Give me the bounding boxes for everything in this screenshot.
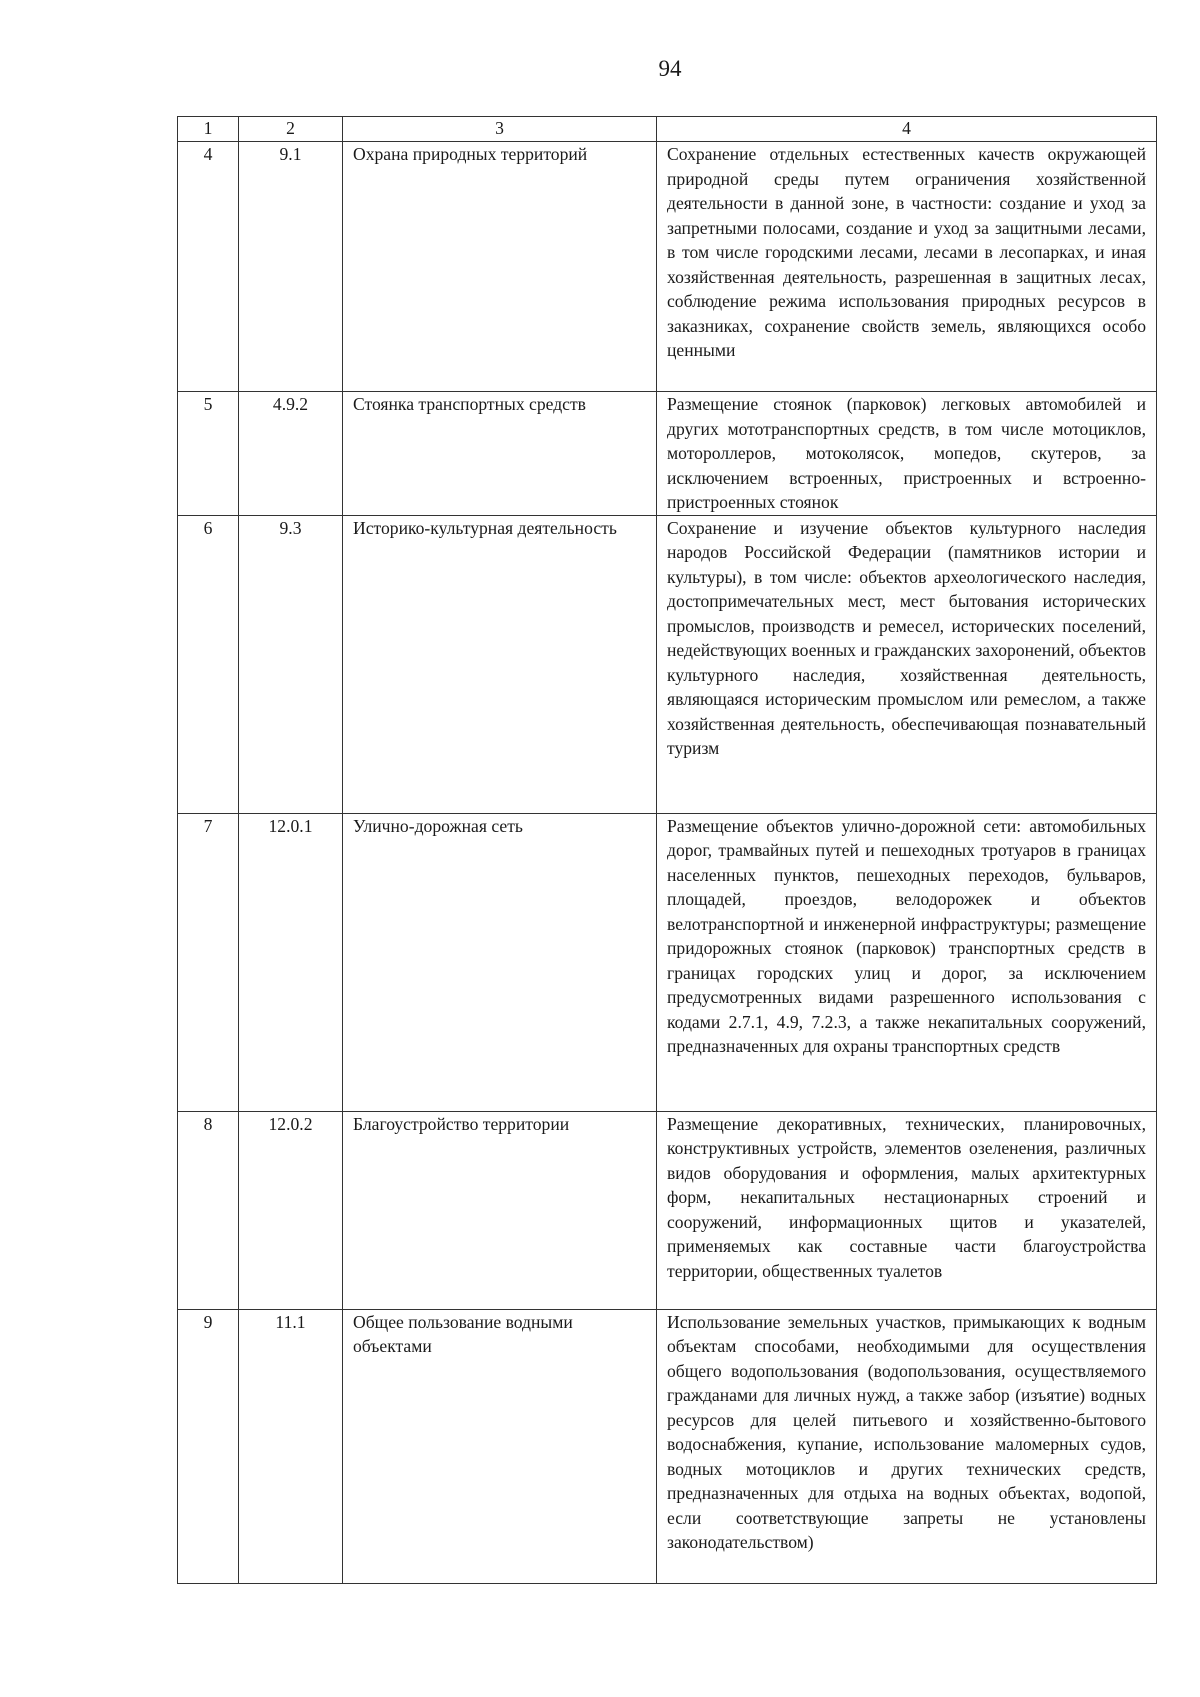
use-description: Использование земельных участков, примыкающих к водным объектам способами, необходимыми для осуществления общего водопользования (водопользования, осуществляемого гражданами для личных нужд, а также забор (изъятие) водных ресурсов для целей питьевого и хозяйственно-бытового водоснабжения, купание, использование маломерных судов, водных мотоциклов и других технических средств, предназначенных для отдыха на водных объектах, водопой, если соответствующие запреты не установлены законодательством)	[657, 1309, 1157, 1583]
use-code: 11.1	[239, 1309, 343, 1583]
use-code: 4.9.2	[239, 392, 343, 516]
use-description: Сохранение и изучение объектов культурного наследия народов Российской Федерации (памятников истории и культуры), в том числе: объектов археологического наследия, достопримечательных мест, мест бытования исторических промыслов, производств и ремесел, исторических поселений, недействующих военных и гражданских захоронений, объектов культурного наследия, хозяйственная деятельность, являющаяся историческим промыслом или ремеслом, а также хозяйственная деятельность, обеспечивающая познавательный туризм	[657, 515, 1157, 813]
table-row	[178, 1309, 1157, 1583]
use-description: Размещение объектов улично-дорожной сети: автомобильных дорог, трамвайных путей и пешеходных тротуаров в границах населенных пунктов, пешеходных переходов, бульваров, площадей, проездов, велодорожек и объектов велотранспортной и инженерной инфраструктуры; размещение придорожных стоянок (парковок) транспортных средств в границах городских улиц и дорог, за исключением предусмотренных видами разрешенного использования с кодами 2.7.1, 4.9, 7.2.3, а также некапитальных сооружений, предназначенных для охраны транспортных средств	[657, 813, 1157, 1111]
use-name: Благоустройство территории	[343, 1111, 657, 1309]
header-cell-1: 1	[178, 117, 239, 142]
land-use-table	[177, 116, 1157, 1584]
use-code: 12.0.2	[239, 1111, 343, 1309]
use-code: 9.1	[239, 142, 343, 392]
table-row	[178, 1111, 1157, 1309]
header-cell-3: 3	[343, 117, 657, 142]
header-cell-4: 4	[657, 117, 1157, 142]
use-description: Размещение стоянок (парковок) легковых автомобилей и других мототранспортных средств, в том числе мотоциклов, мотороллеров, мотоколясок, мопедов, скутеров, за исключением встроенных, пристроенных и встроенно-пристроенных стоянок	[657, 392, 1157, 516]
table-header-row	[178, 117, 1157, 142]
page-number: 94	[658, 56, 682, 81]
use-name: Историко-культурная деятельность	[343, 515, 657, 813]
use-name: Улично-дорожная сеть	[343, 813, 657, 1111]
row-number: 8	[178, 1111, 239, 1309]
use-code: 12.0.1	[239, 813, 343, 1111]
use-code: 9.3	[239, 515, 343, 813]
table-row	[178, 813, 1157, 1111]
use-description: Размещение декоративных, технических, планировочных, конструктивных устройств, элементов озеленения, различных видов оборудования и оформления, малых архитектурных форм, некапитальных нестационарных строений и сооружений, информационных щитов и указателей, применяемых как составные части благоустройства территории, общественных туалетов	[657, 1111, 1157, 1309]
row-number: 4	[178, 142, 239, 392]
table-row	[178, 392, 1157, 516]
use-name: Общее пользование водными объектами	[343, 1309, 657, 1583]
use-name: Охрана природных территорий	[343, 142, 657, 392]
use-description: Сохранение отдельных естественных качеств окружающей природной среды путем ограничения хозяйственной деятельности в данной зоне, в частности: создание и уход за запретными полосами, создание и уход за защитными лесами, в том числе городскими лесами, лесами в лесопарках, и иная хозяйственная деятельность, разрешенная в защитных лесах, соблюдение режима использования природных ресурсов в заказниках, сохранение свойств земель, являющихся особо ценными	[657, 142, 1157, 392]
row-number: 9	[178, 1309, 239, 1583]
use-name: Стоянка транспортных средств	[343, 392, 657, 516]
table-row	[178, 515, 1157, 813]
row-number: 7	[178, 813, 239, 1111]
row-number: 6	[178, 515, 239, 813]
row-number: 5	[178, 392, 239, 516]
header-cell-2: 2	[239, 117, 343, 142]
table-row	[178, 142, 1157, 392]
